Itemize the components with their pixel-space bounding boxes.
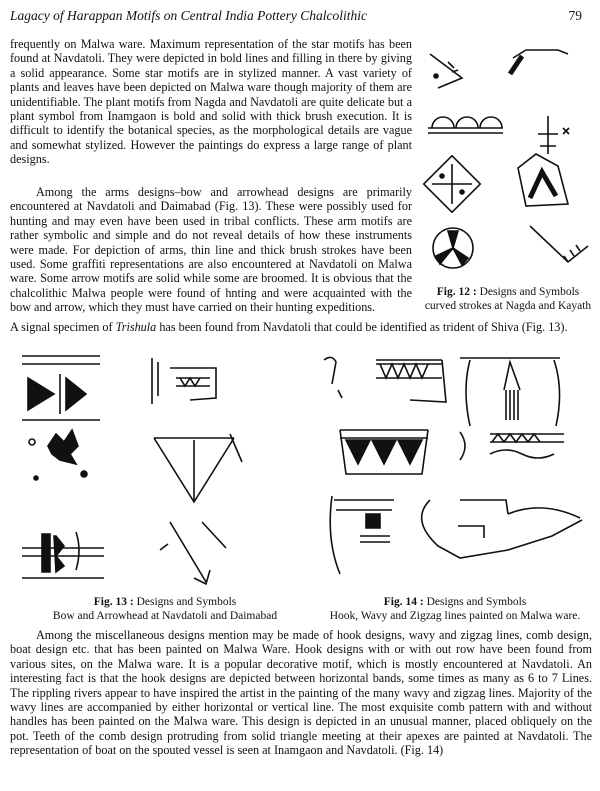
fig12-title: Designs and Symbols [479,286,580,298]
fig12-caption [418,286,598,313]
paragraph-stars-plants: frequently on Malwa ware. Maximum representation of the star motifs has been found at Navdatoli. They were depicted in bold lines and filling in there by giving a solid appearance. Some star motifs are in stylized manner. A vast variety of plants and leaves have been depicted on Malwa ware though majority of them are unidentifiable. The plant motifs from Nagda and Navdatoli are quite delicate but a plant symbol from Inamgaon is bold and solid with thick brush execution. It is difficult to identify the botanical species, as the morphological details are vague and somewhat stylized. However the paintings do express a large range of plant designs. [10,37,412,167]
fig12-label: Fig. 12 : [436,286,477,298]
fig12-ladder-stroke [530,226,588,262]
running-header [10,8,590,26]
page-number: 79 [568,8,582,23]
fig14-triangle-band-sherd [340,430,428,474]
fig13-title: Designs and Symbols [136,596,237,608]
paragraph-miscellaneous: Among the miscellaneous designs mention may be made of hook designs, wavy and zigzag lines, comb design, boat design etc. that has been painted on Malwa Ware. Hook designs with or with out row have been found from various sites, on the Malwa ware. It is a popular decorative motif, which is mostly encountered at Navdatoli. An interesting fact is that the hook designs are depicted between horizontal bands, some times as many as 6 to 7 Lines. The rippling rivers appear to have inspired the artist in the painting of the many wavy and zigzag lines. Majority of the wavy lines are accompanied by either horizontal or vertical line. The most exquisite comb pattern with and without handles has been painted on the Malwa ware. This design is depicted in an unusual manner, placed obliquely on the pot. Teeth of the comb design protruding from solid triangle meeting at their apexes are painted at Navdatoli. The representation of boat on the spouted vessel is seen at Inamgaon and Navdatoli. (Fig. 14) [10,628,592,758]
paragraph-arms: Among the arms designs–bow and arrowhead designs are primarily encountered at Navdatoli and Daimabad (Fig. 13). These were possibly used for hunting and may even have been used in tribal conflicts. These arm motifs are rather symbolic and simple and do not reveal details of how these instruments were made. For depiction of arms, thin line and thick brush strokes have been used. Some graffiti representations are also encountered at Navdatoli on Malwa ware. Some arrow motifs are solid while some are broomed. It is obvious that the chalcolithic Malwa people were found of hnting and were acquainted with the bow and arrow, which they must have carried on their hunting expeditions. [10,185,412,315]
fig12-plant-cross [538,116,569,154]
fig14-hook-strokes [324,357,342,398]
trishula-post: has been found from Navdatoli that could be identified as trident of Shiva (Fig. 13). [156,320,568,334]
running-title: Lagacy of Harappan Motifs on Central India Pottery Chalcolithic [10,8,367,23]
fig12-star-box [424,156,481,213]
fig13-bands-triangles [22,356,100,420]
fig14-comb-vessel [460,358,560,426]
fig14-drawings [310,350,600,594]
fig14-spouted-boat-vessel [422,500,582,558]
fig12-rim-sherd [510,50,568,74]
fig14-band-sherd [330,496,394,574]
fig12-arches [428,117,503,133]
fig13-bow-sherd [152,358,216,404]
fig12-caption-text: curved strokes at Nagda and Kayath [424,299,592,312]
fig13-caption-text: Bow and Arrowhead at Navdatoli and Daimabad [52,609,278,622]
fig14-zigzag-sherd [376,360,446,402]
trishula-term: Trishula [115,320,157,334]
fig14-wavy-sherd [460,432,564,460]
trishula-pre: A signal specimen of [10,320,116,334]
fig13-label: Fig. 13 : [93,596,134,608]
fig13-bird-sherd [29,430,87,480]
fig13-arrow [160,522,226,584]
fig12-star-sherd [430,54,462,88]
fig13-drawings [20,350,300,594]
fig13-trishula [22,532,104,578]
fig14-label: Fig. 14 : [383,596,424,608]
fig12-circle-rays [433,228,473,268]
fig12-triangle-star [518,154,568,206]
fig13-caption [30,596,300,623]
fig12-drawings [418,36,598,286]
paragraph-trishula [10,320,592,334]
fig14-caption [310,596,600,623]
fig13-arrowhead [154,434,242,502]
fig14-title: Designs and Symbols [426,596,527,608]
fig14-caption-text: Hook, Wavy and Zigzag lines painted on Malwa ware. [329,609,581,622]
